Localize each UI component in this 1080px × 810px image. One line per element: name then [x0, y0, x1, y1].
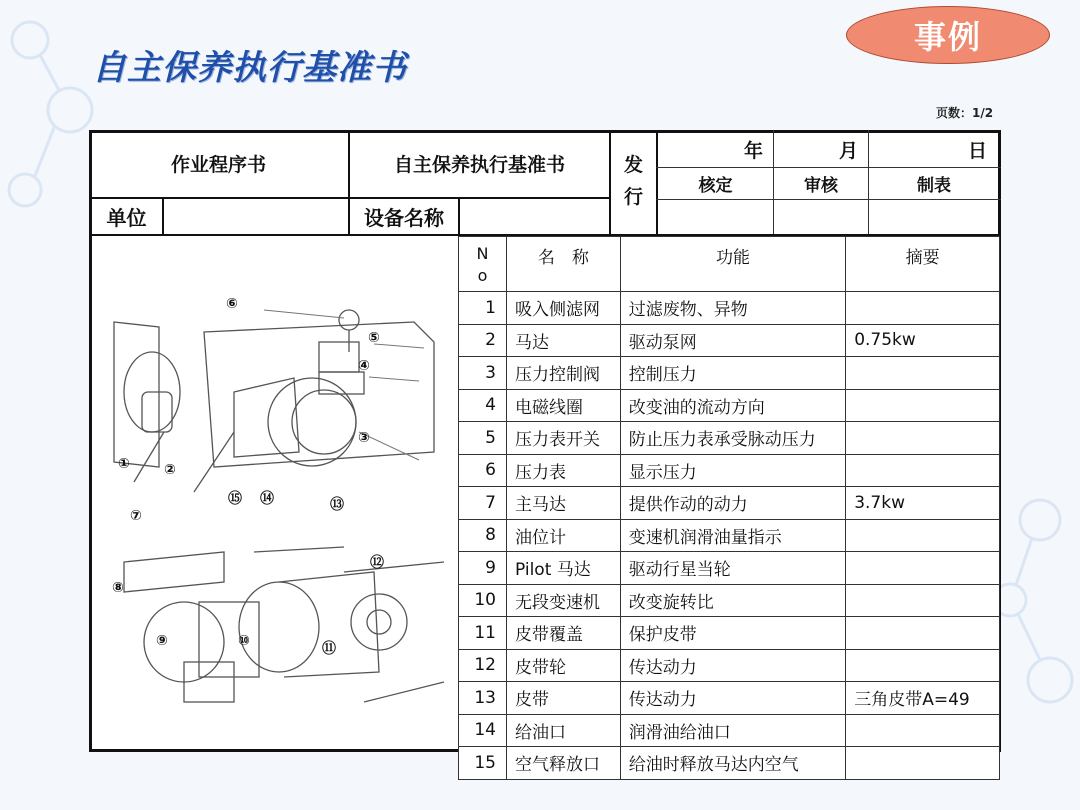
header-col-divider: [162, 197, 164, 234]
row-summary: [846, 552, 1000, 585]
verify-label: 核定: [698, 176, 733, 196]
table-row: [459, 584, 1000, 617]
drawing-callout-label: ⑥: [226, 296, 238, 312]
row-no: 6: [459, 454, 507, 487]
page-indicator: 页数：1/2: [936, 106, 994, 120]
drawing-callout-label: ⑫: [370, 555, 384, 571]
table-row: [459, 617, 1000, 650]
row-summary: 3.7kw: [846, 487, 1000, 520]
row-no: 5: [459, 422, 507, 455]
row-summary: [846, 454, 1000, 487]
row-name: 主马达: [506, 487, 620, 520]
table-row: [459, 454, 1000, 487]
page-title: 自主保养执行基准书: [92, 48, 407, 88]
prepare-label: 制表: [917, 176, 951, 196]
row-summary: [846, 422, 1000, 455]
row-function: 传达动力: [620, 649, 845, 682]
header-divider: [656, 199, 1001, 200]
row-name: 压力表: [506, 454, 620, 487]
row-name: 压力控制阀: [506, 357, 620, 390]
row-name: 皮带: [506, 682, 620, 715]
table-row: [459, 649, 1000, 682]
row-summary: 三角皮带A=49: [846, 682, 1000, 715]
drawing-callout-label: ⑭: [260, 491, 274, 507]
col-no-1: N: [476, 244, 489, 263]
row-function: 显示压力: [620, 454, 845, 487]
row-function: 变速机润滑油量指示: [620, 519, 845, 552]
drawing-callout-label: ⑨: [156, 633, 168, 649]
row-no: 1: [459, 292, 507, 325]
issue-label: 行: [623, 185, 643, 208]
review-label: 审核: [804, 176, 838, 196]
row-name: 电磁线圈: [506, 389, 620, 422]
row-summary: [846, 584, 1000, 617]
procedure-label: 作业程序书: [170, 154, 266, 176]
row-function: 驱动行星当轮: [620, 552, 845, 585]
row-summary: 0.75kw: [846, 324, 1000, 357]
row-function: 提供作动的动力: [620, 487, 845, 520]
drawing-callout-label: ③: [358, 430, 370, 446]
doc-title-cell: 自主保养执行基准书: [393, 154, 565, 176]
row-no: 13: [459, 682, 507, 715]
row-summary: [846, 292, 1000, 325]
table-row: [459, 389, 1000, 422]
row-function: 保护皮带: [620, 617, 845, 650]
table-row: [459, 292, 1000, 325]
drawing-callout-label: ⑦: [130, 508, 142, 524]
row-function: 给油时释放马达内空气: [620, 747, 845, 780]
drawing-callout-label: ①: [118, 456, 130, 472]
row-function: 改变旋转比: [620, 584, 845, 617]
row-no: 12: [459, 649, 507, 682]
row-no: 7: [459, 487, 507, 520]
row-name: 给油口: [506, 714, 620, 747]
drawing-callout-label: ②: [164, 462, 176, 478]
row-name: 压力表开关: [506, 422, 620, 455]
col-no-2: o: [477, 266, 488, 285]
table-row: [459, 324, 1000, 357]
table-row: [459, 422, 1000, 455]
equipment-name-label: 设备名称: [364, 206, 444, 230]
table-row: [459, 357, 1000, 390]
row-no: 11: [459, 617, 507, 650]
unit-label: 单位: [106, 206, 147, 230]
row-summary: [846, 357, 1000, 390]
row-name: 无段变速机: [506, 584, 620, 617]
row-summary: [846, 389, 1000, 422]
row-function: 驱动泵网: [620, 324, 845, 357]
parts-table: [458, 236, 1000, 780]
table-row: [459, 552, 1000, 585]
col-function-header: 功能: [620, 237, 845, 292]
header-col-divider: [458, 197, 460, 234]
row-name: Pilot 马达: [506, 552, 620, 585]
example-badge: 事例: [846, 6, 1050, 64]
col-no-header: [459, 237, 507, 292]
row-function: 防止压力表承受脉动压力: [620, 422, 845, 455]
day-label: 日: [967, 140, 987, 162]
drawing-callout-label: ⑩: [238, 633, 250, 649]
table-row: [459, 519, 1000, 552]
row-name: 皮带轮: [506, 649, 620, 682]
row-no: 14: [459, 714, 507, 747]
row-name: 吸入侧滤网: [506, 292, 620, 325]
row-summary: [846, 617, 1000, 650]
row-no: 15: [459, 747, 507, 780]
row-function: 润滑油给油口: [620, 714, 845, 747]
row-name: 马达: [506, 324, 620, 357]
row-no: 2: [459, 324, 507, 357]
row-summary: [846, 519, 1000, 552]
row-name: 皮带覆盖: [506, 617, 620, 650]
col-summary-header: 摘要: [846, 237, 1000, 292]
drawing-callout-label: ⑪: [322, 641, 336, 657]
row-no: 9: [459, 552, 507, 585]
table-header-row: [459, 237, 1000, 292]
drawing-callout-label: ④: [358, 358, 370, 374]
row-summary: [846, 649, 1000, 682]
row-name: 空气释放口: [506, 747, 620, 780]
table-row: [459, 747, 1000, 780]
row-no: 3: [459, 357, 507, 390]
drawing-callout-label: ⑧: [112, 580, 124, 596]
row-no: 8: [459, 519, 507, 552]
year-label: 年: [743, 140, 763, 162]
table-row: [459, 487, 1000, 520]
table-row: [459, 714, 1000, 747]
issue-label: 发: [623, 153, 643, 176]
equipment-drawing: [104, 282, 454, 732]
row-function: 过滤废物、异物: [620, 292, 845, 325]
row-name: 油位计: [506, 519, 620, 552]
drawing-callout-label: ⑬: [330, 497, 344, 513]
row-function: 改变油的流动方向: [620, 389, 845, 422]
row-summary: [846, 747, 1000, 780]
row-no: 10: [459, 584, 507, 617]
table-row: [459, 682, 1000, 715]
row-summary: [846, 714, 1000, 747]
row-function: 传达动力: [620, 682, 845, 715]
drawing-callout-label: ⑮: [228, 491, 242, 507]
col-name-header: 名 称: [506, 237, 620, 292]
row-no: 4: [459, 389, 507, 422]
drawing-callout-label: ⑤: [368, 330, 380, 346]
month-label: 月: [838, 140, 858, 162]
row-function: 控制压力: [620, 357, 845, 390]
